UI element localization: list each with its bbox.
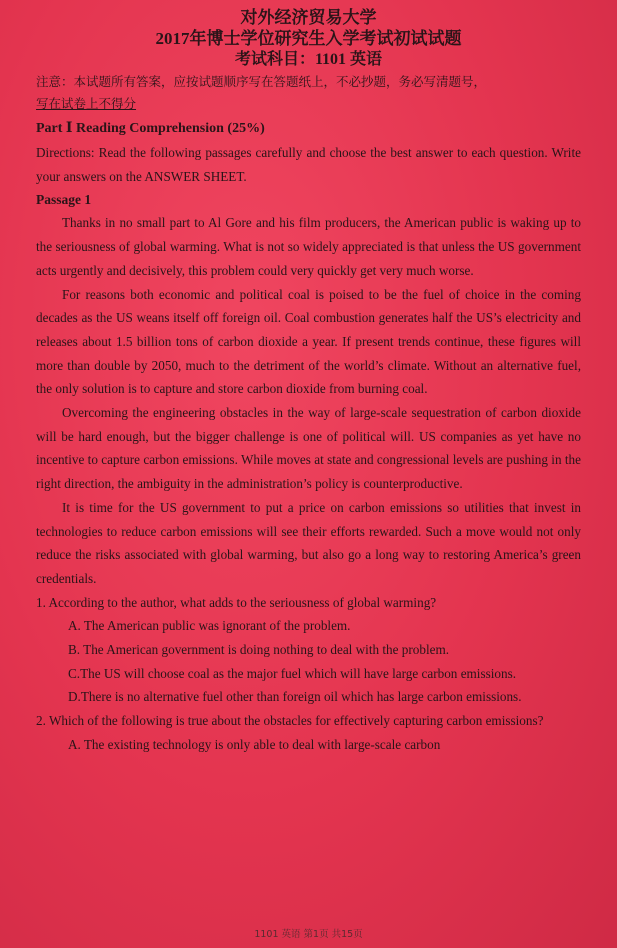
question-1-option-b: B. The American government is doing nothing to deal with the problem. (68, 642, 450, 658)
notice-underlined: 写在试卷上不得分 (36, 96, 137, 111)
university-name: 对外经济贸易大学 (240, 8, 377, 27)
notice-text: 注意：本试题所有答案，应按试题顺序写在答题纸上，不必抄题，务必写清题号， (36, 74, 487, 89)
notice (36, 71, 581, 115)
question-1-option-c: C.The US will choose coal as the major fuel which will have large carbon emissions. (68, 665, 517, 681)
question-2-option-a: A. The existing technology is only able to deal with large-scale carbon (68, 736, 441, 752)
directions: Directions: Read the following passages carefully and choose the best answer to each question. Write your answers on the ANSWER SHEET. (36, 145, 581, 184)
exam-header (36, 8, 581, 70)
question-1-option-d: D.There is no alternative fuel other than foreign oil which has large carbon emissions. (68, 689, 522, 705)
part-title: Part Ⅰ Reading Comprehension (25%) (36, 121, 265, 136)
question-2-stem: 2. Which of the following is true about the obstacles for effectively capturing carbon emissions? (36, 713, 544, 729)
exam-title: 2017年博士学位研究生入学考试初试试题 (155, 29, 462, 48)
question-1-option-a: A. The American public was ignorant of the problem. (68, 618, 351, 634)
paragraph-1: Thanks in no small part to Al Gore and his film producers, the American public is waking up to the seriousness of global warming. What is not so widely appreciated is that unless the US government acts urgently and decisively, this problem could very quickly get very much worse. (36, 215, 581, 278)
passage-title: Passage 1 (36, 192, 92, 208)
paragraph-2: For reasons both economic and political coal is poised to be the fuel of choice in the coming decades as the US weans itself off foreign oil. Coal combustion generates half the US’s electricity and releases about 1.5 billion tons of carbon dioxide a year. If present trends continue, these figures will more than double by 2050, much to the detriment of the world’s climate. Without an alternative fuel, the only solution is to capture and store carbon dioxide from burning coal. (36, 286, 581, 397)
exam-subject: 考试科目：1101 英语 (234, 51, 383, 68)
page-footer: 1101 英语 第1页 共15页 (254, 929, 363, 940)
paragraph-3: Overcoming the engineering obstacles in the way of large-scale sequestration of carbon dioxide will be hard enough, but the bigger challenge is one of political will. US companies as yet have no incentive to capture carbon emissions. While moves at state and congressional levels are pushing in the right direction, the ambiguity in the administration’s policy is counterproductive. (36, 405, 581, 492)
question-1-stem: 1. According to the author, what adds to the seriousness of global warming? (36, 594, 437, 610)
paragraph-4: It is time for the US government to put a price on carbon emissions so utilities that invest in technologies to reduce carbon emissions will see their efforts rewarded. Such a move would not only reduce the risks associated with global warming, but also go a long way to restoring America’s green credentials. (36, 499, 581, 586)
